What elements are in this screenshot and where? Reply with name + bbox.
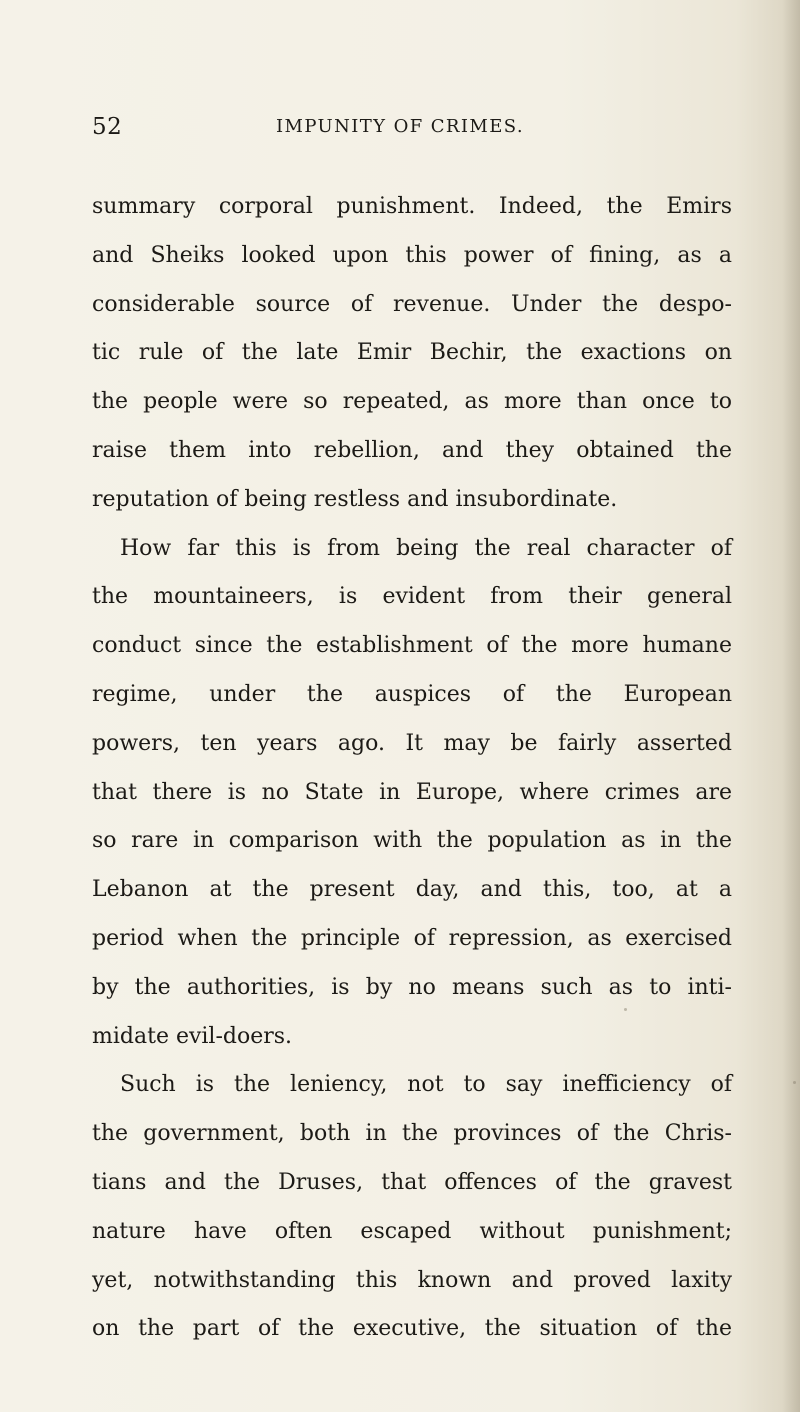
text-line: tic rule of the late Emir Bechir, the exactions on	[92, 340, 732, 366]
text-line: conduct since the establishment of the more humane	[92, 633, 732, 659]
running-head: IMPUNITY OF CRIMES.	[276, 116, 524, 137]
text-line: powers, ten years ago. It may be fairly asserted	[92, 730, 732, 756]
text-line: that there is no State in Europe, where crimes are	[92, 779, 732, 805]
paper-speck	[624, 1008, 627, 1011]
text-line: midate evil-doers.	[92, 1023, 293, 1049]
text-line: raise them into rebellion, and they obtained the	[92, 437, 732, 463]
text-line: considerable source of revenue. Under the despo-	[92, 291, 732, 317]
text-line: Lebanon at the present day, and this, too, at a	[92, 877, 732, 903]
text-line: and Sheiks looked upon this power of fining, as a	[92, 242, 732, 268]
page-header	[92, 114, 732, 146]
text-line: nature have often escaped without punishment;	[92, 1218, 732, 1244]
text-line: reputation of being restless and insubordinate.	[92, 486, 618, 512]
text-line: the people were so repeated, as more than once to	[92, 389, 732, 415]
paper-speck	[793, 1081, 796, 1084]
text-line: yet, notwithstanding this known and proved laxity	[92, 1267, 732, 1293]
page-edge-shadow	[782, 0, 800, 1412]
text-line: How far this is from being the real character of	[120, 535, 732, 561]
text-line: tians and the Druses, that offences of the gravest	[92, 1169, 732, 1195]
text-line: so rare in comparison with the population as in the	[92, 828, 732, 854]
text-line: the government, both in the provinces of the Chris-	[92, 1121, 732, 1147]
page-number: 52	[92, 114, 123, 140]
text-line: regime, under the auspices of the European	[92, 681, 732, 707]
text-line: Such is the leniency, not to say inefficiency of	[120, 1072, 732, 1098]
body-text	[92, 183, 732, 1354]
text-line: summary corporal punishment. Indeed, the Emirs	[92, 194, 732, 219]
text-line: by the authorities, is by no means such as to inti-	[92, 974, 732, 1000]
text-line: period when the principle of repression, as exercised	[92, 925, 732, 951]
text-line: the mountaineers, is evident from their general	[92, 584, 732, 610]
text-line: on the part of the executive, the situation of the	[92, 1316, 732, 1342]
